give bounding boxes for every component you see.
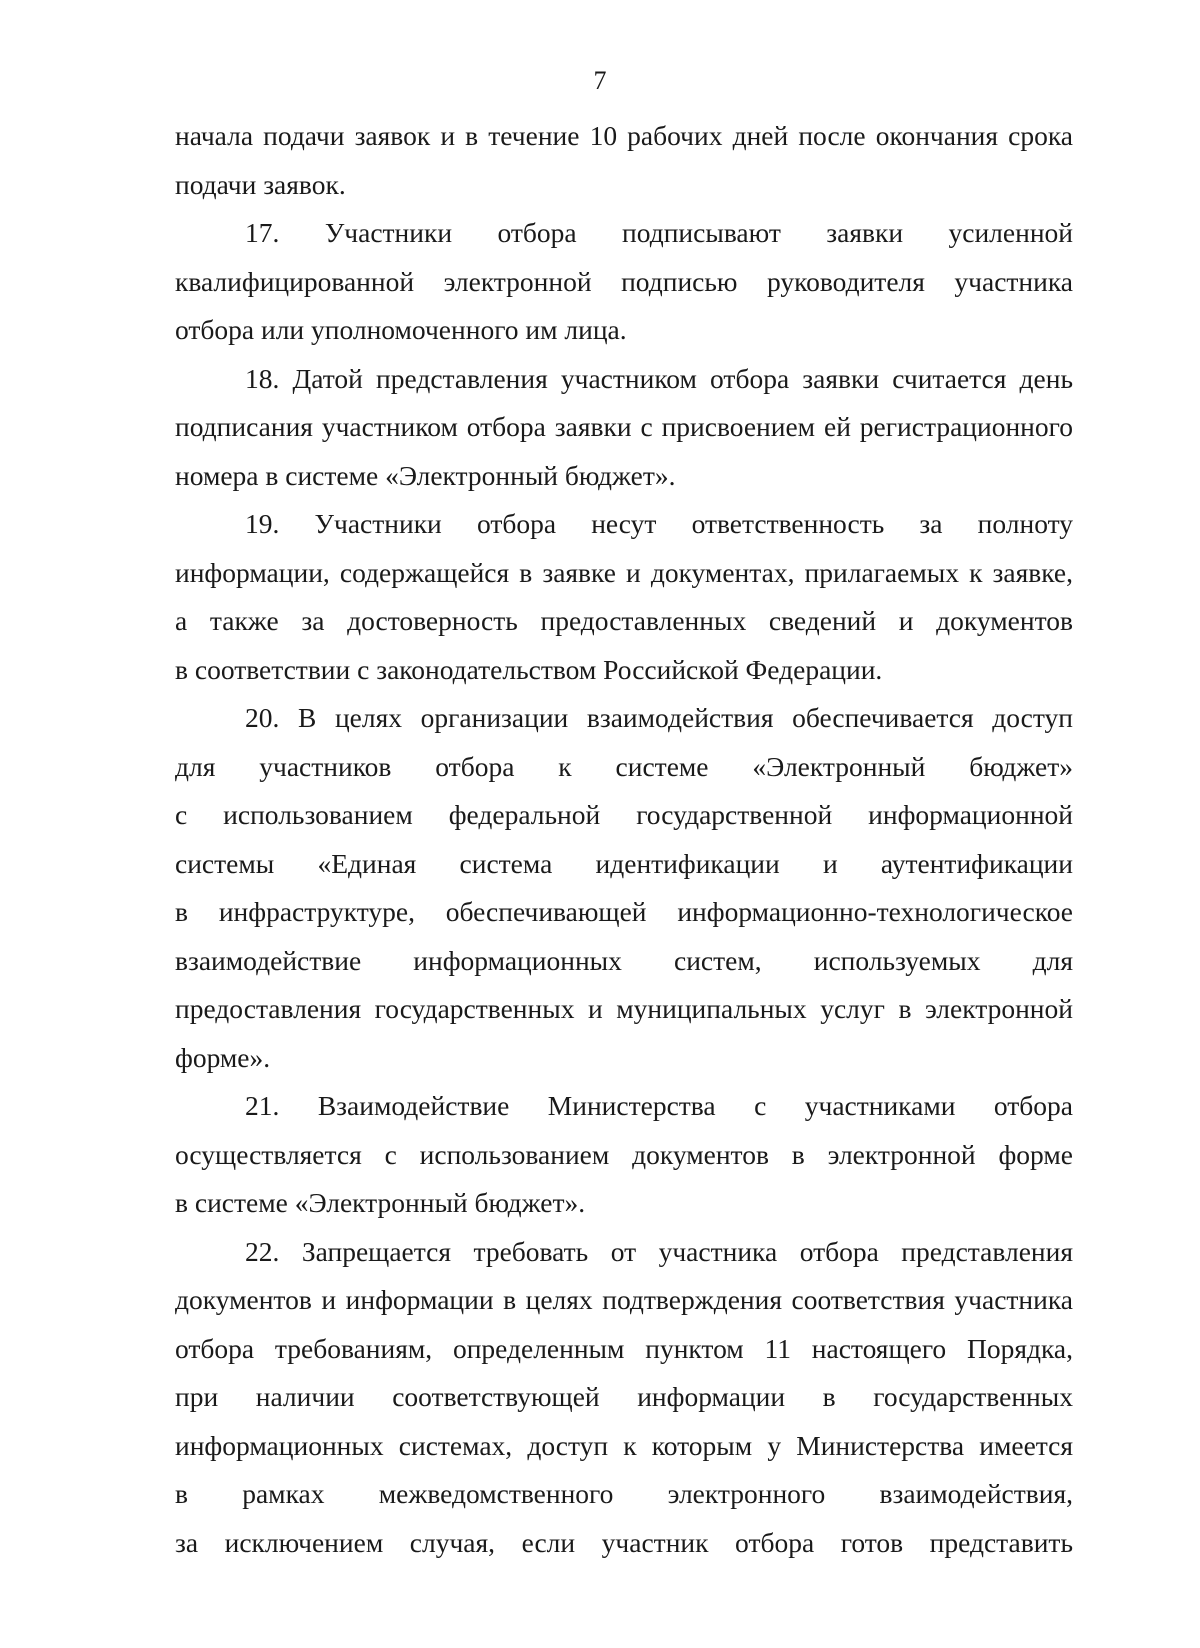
paragraph-21	[175, 1082, 1073, 1228]
paragraph-18	[175, 355, 1073, 501]
document-body	[175, 112, 1073, 1567]
text-line: а также за достоверность предоставленных сведений и документов	[175, 605, 1073, 636]
text-line: 20. В целях организации взаимодействия обеспечивается доступ	[245, 702, 1073, 733]
text-line: в системе «Электронный бюджет».	[175, 1187, 586, 1218]
text-line: в рамках межведомственного электронного взаимодействия,	[175, 1478, 1073, 1509]
text-line: 19. Участники отбора несут ответственность за полноту	[245, 508, 1073, 539]
text-line: документов и информации в целях подтверждения соответствия участника	[175, 1284, 1073, 1315]
text-line: в инфраструктуре, обеспечивающей информационно-технологическое	[175, 896, 1073, 927]
text-line: подписания участником отбора заявки с присвоением ей регистрационного	[175, 411, 1073, 442]
text-line: 18. Датой представления участником отбора заявки считается день	[245, 362, 1073, 394]
page-number: 7	[593, 66, 607, 95]
text-line: форме».	[175, 1041, 271, 1073]
text-line: для участников отбора к системе «Электронный бюджет»	[175, 750, 1073, 782]
text-line: с использованием федеральной государственной информационной	[175, 799, 1073, 830]
text-line: предоставления государственных и муниципальных услуг в электронной	[175, 993, 1073, 1024]
text-line: при наличии соответствующей информации в государственных	[175, 1381, 1073, 1412]
text-line: информационных системах, доступ к которым у Министерства имеется	[175, 1429, 1073, 1461]
text-line: 21. Взаимодействие Министерства с участниками отбора	[245, 1090, 1073, 1121]
paragraph-20	[175, 694, 1073, 1082]
text-line: осуществляется с использованием документов в электронной форме	[175, 1138, 1073, 1170]
text-line: подачи заявок.	[175, 168, 346, 200]
text-line: в соответствии с законодательством Российской Федерации.	[175, 653, 883, 685]
paragraph-17	[175, 209, 1073, 355]
text-line: отбора требованиям, определенным пунктом 11 настоящего Порядка,	[175, 1332, 1073, 1364]
text-line: отбора или уполномоченного им лица.	[175, 314, 627, 345]
text-line: информации, содержащейся в заявке и документах, прилагаемых к заявке,	[175, 556, 1073, 588]
paragraph-16-continuation	[175, 112, 1073, 209]
paragraph-19	[175, 500, 1073, 694]
text-line: 17. Участники отбора подписывают заявки усиленной	[245, 217, 1073, 248]
text-line: взаимодействие информационных систем, используемых для	[175, 944, 1073, 976]
text-line: квалифицированной электронной подписью руководителя участника	[175, 265, 1073, 297]
text-line: номера в системе «Электронный бюджет».	[175, 459, 676, 491]
text-line: 22. Запрещается требовать от участника отбора представления	[245, 1235, 1073, 1267]
paragraph-22	[175, 1228, 1073, 1568]
text-line: системы «Единая система идентификации и аутентификации	[175, 847, 1073, 879]
text-line: начала подачи заявок и в течение 10 рабочих дней после окончания срока	[175, 120, 1073, 151]
text-line: за исключением случая, если участник отбора готов представить	[175, 1526, 1073, 1558]
